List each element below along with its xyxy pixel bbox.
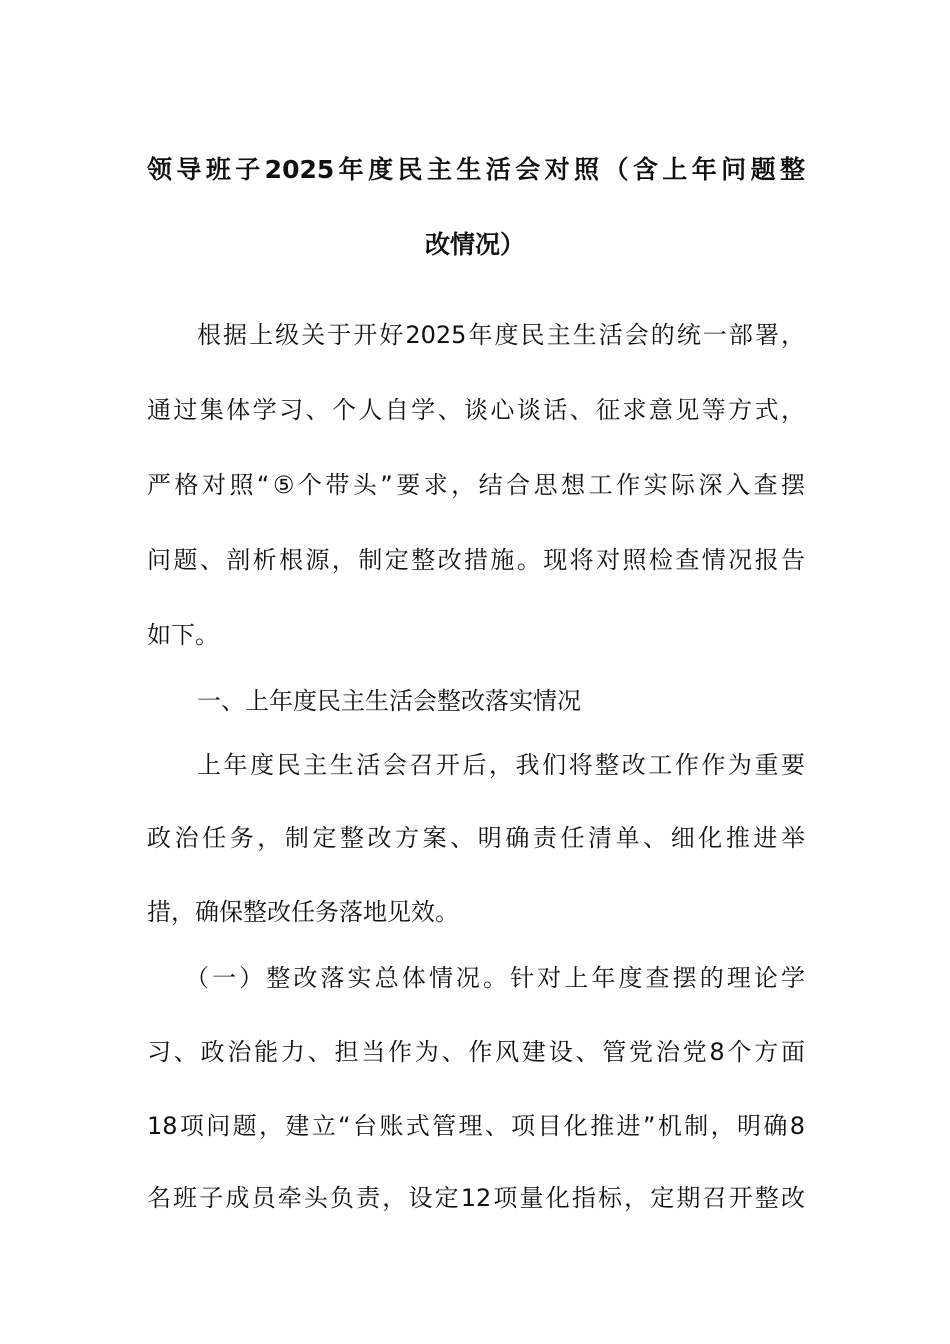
paragraph-line: 措，确保整改任务落地见效。 bbox=[147, 898, 459, 926]
document-title-line-2: 改情况） bbox=[424, 230, 525, 259]
paragraph-line: 根据上级关于开好2025年度民主生活会的统一部署， bbox=[197, 321, 805, 349]
paragraph-line: 名班子成员牵头负责，设定12项量化指标，定期召开整改 bbox=[147, 1184, 805, 1212]
paragraph-line: 政治任务，制定整改方案、明确责任清单、细化推进举 bbox=[147, 824, 805, 852]
paragraph-line: 如下。 bbox=[147, 621, 219, 649]
paragraph-line: 通过集体学习、个人自学、谈心谈话、征求意见等方式， bbox=[147, 396, 805, 424]
paragraph-line: 严格对照“⑤个带头”要求，结合思想工作实际深入查摆 bbox=[147, 471, 805, 499]
paragraph-line: 习、政治能力、担当作为、作风建设、管党治党8个方面 bbox=[147, 1038, 805, 1066]
paragraph-line: （一）整改落实总体情况。针对上年度查摆的理论学 bbox=[185, 964, 805, 992]
paragraph-line: 18项问题，建立“台账式管理、项目化推进”机制，明确8 bbox=[147, 1112, 805, 1140]
paragraph-line: 上年度民主生活会召开后，我们将整改工作作为重要 bbox=[197, 751, 805, 779]
paragraph-line: 问题、剖析根源，制定整改措施。现将对照检查情况报告 bbox=[147, 546, 805, 574]
section-heading: 一、上年度民主生活会整改落实情况 bbox=[197, 687, 581, 715]
document-title-line-1: 领导班子2025年度民主生活会对照（含上年问题整 bbox=[147, 155, 805, 184]
